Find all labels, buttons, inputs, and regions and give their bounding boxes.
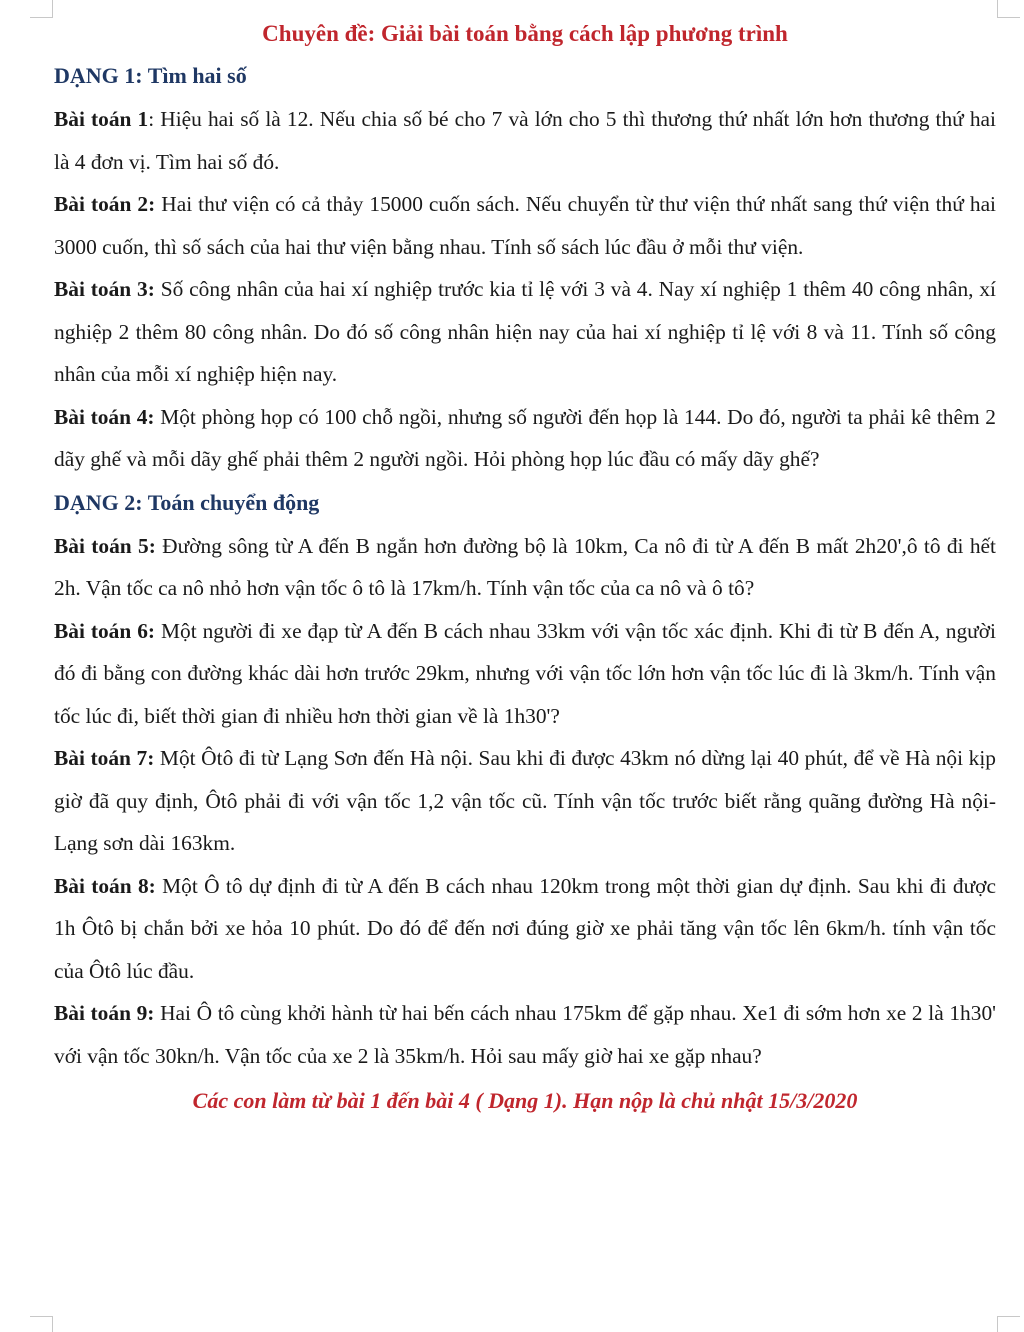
crop-mark-bottom-right xyxy=(997,1316,998,1332)
document-title: Chuyên đề: Giải bài toán bằng cách lập phương trình xyxy=(262,21,788,46)
document-content xyxy=(54,14,996,1121)
problem-label: Bài toán 2: xyxy=(54,192,156,216)
problem-8 xyxy=(54,865,996,993)
problem-text: Một phòng họp có 100 chỗ ngồi, nhưng số người đến họp là 144. Do đó, người ta phải kê thêm 2 dãy ghế và mỗi dãy ghế phải thêm 2 người ngồi. Hỏi phòng họp lúc đầu có mấy dãy ghế? xyxy=(54,404,997,471)
homework-note: Các con làm từ bài 1 đến bài 4 ( Dạng 1). Hạn nộp là chủ nhật 15/3/2020 xyxy=(192,1088,858,1113)
problem-label: Bài toán 6: xyxy=(54,618,156,643)
problem-text: Đường sông từ A đến B ngắn hơn đường bộ là 10km, Ca nô đi từ A đến B mất 2h20',ô tô đi hết 2h. Vận tốc ca nô nhỏ hơn vận tốc ô tô là 17km/h. Tính vận tốc của ca nô và ô tô? xyxy=(54,533,996,600)
section-heading-dang-2: DẠNG 2: Toán chuyển động xyxy=(54,489,320,515)
problem-label: Bài toán 5: xyxy=(54,533,156,558)
problem-label: Bài toán 9: xyxy=(54,1001,155,1025)
problem-text: Một người đi xe đạp từ A đến B cách nhau 33km với vận tốc xác định. Khi đi từ B đến A, người đó đi bằng con đường khác dài hơn trước 29km, nhưng với vận tốc lớn hơn vận tốc lúc đi là 3km/h. Tính vận tốc lúc đi, biết thời gian đi nhiều hơn thời gian về là 1h30'? xyxy=(54,618,996,728)
problem-label: Bài toán 7: xyxy=(54,746,155,770)
section-heading-dang-1: DẠNG 1: Tìm hai số xyxy=(54,63,247,88)
crop-mark-top-right-h xyxy=(998,17,1020,18)
problem-1: Bài toán 1: Hiệu hai số là 12. Nếu chia số bé cho 7 và lớn cho 5 thì thương thứ nhất lớn hơn thương thứ hai là 4 đơn vị. Tìm hai số đó. xyxy=(54,107,996,174)
problem-3 xyxy=(54,268,996,396)
crop-mark-bottom-left-h xyxy=(30,1316,52,1317)
problem-text: Số công nhân của hai xí nghiệp trước kia tỉ lệ với 3 và 4. Nay xí nghiệp 1 thêm 40 công nhân, xí nghiệp 2 thêm 80 công nhân. Do đó số công nhân hiện nay của hai xí nghiệp tỉ lệ với 8 và 11. Tính số công nhân của mỗi xí nghiệp hiện nay. xyxy=(54,277,996,386)
problem-6 xyxy=(54,610,996,738)
problem-text: Một Ôtô đi từ Lạng Sơn đến Hà nội. Sau khi đi được 43km nó dừng lại 40 phút, để về Hà nội kịp giờ đã quy định, Ôtô phải đi với vận tốc 1,2 vận tốc cũ. Tính vận tốc trước biết rằng quãng đường Hà nội- Lạng sơn dài 163km. xyxy=(54,746,996,855)
problem-label: Bài toán 3: xyxy=(54,277,155,301)
problem-2 xyxy=(54,183,996,268)
problem-label: Bài toán 4: xyxy=(54,404,155,429)
problem-4 xyxy=(54,396,996,481)
problem-text: Hai Ô tô cùng khởi hành từ hai bến cách nhau 175km để gặp nhau. Xe1 đi sớm hơn xe 2 là 1h30' với vận tốc 30kn/h. Vận tốc của xe 2 là 35km/h. Hỏi sau mấy giờ hai xe gặp nhau? xyxy=(54,1001,996,1068)
crop-mark-top-left xyxy=(52,0,53,18)
problem-text: Hai thư viện có cả thảy 15000 cuốn sách. Nếu chuyển từ thư viện thứ nhất sang thứ viện thứ hai 3000 cuốn, thì số sách của hai thư viện bằng nhau. Tính số sách lúc đầu ở mỗi thư viện. xyxy=(54,192,997,259)
problem-5 xyxy=(54,525,996,610)
crop-mark-top-right xyxy=(997,0,998,18)
problem-7 xyxy=(54,737,996,865)
problem-text: Hiệu hai số là 12. Nếu chia số bé cho 7 và lớn cho 5 thì thương thứ nhất lớn hơn thương thứ hai là 4 đơn vị. Tìm hai số đó. xyxy=(54,107,996,174)
problem-label: Bài toán 1 xyxy=(54,107,149,131)
crop-mark-bottom-left xyxy=(52,1316,53,1332)
problem-text: Một Ô tô dự định đi từ A đến B cách nhau 120km trong một thời gian dự định. Sau khi đi được 1h Ôtô bị chắn bởi xe hỏa 10 phút. Do đó để đến nơi đúng giờ xe phải tăng vận tốc lên 6km/h. tính vận tốc của Ôtô lúc đầu. xyxy=(54,873,996,983)
problem-9 xyxy=(54,992,996,1077)
crop-mark-bottom-right-h xyxy=(998,1316,1020,1317)
problem-label: Bài toán 8: xyxy=(54,873,156,898)
crop-mark-top-left-h xyxy=(30,17,52,18)
